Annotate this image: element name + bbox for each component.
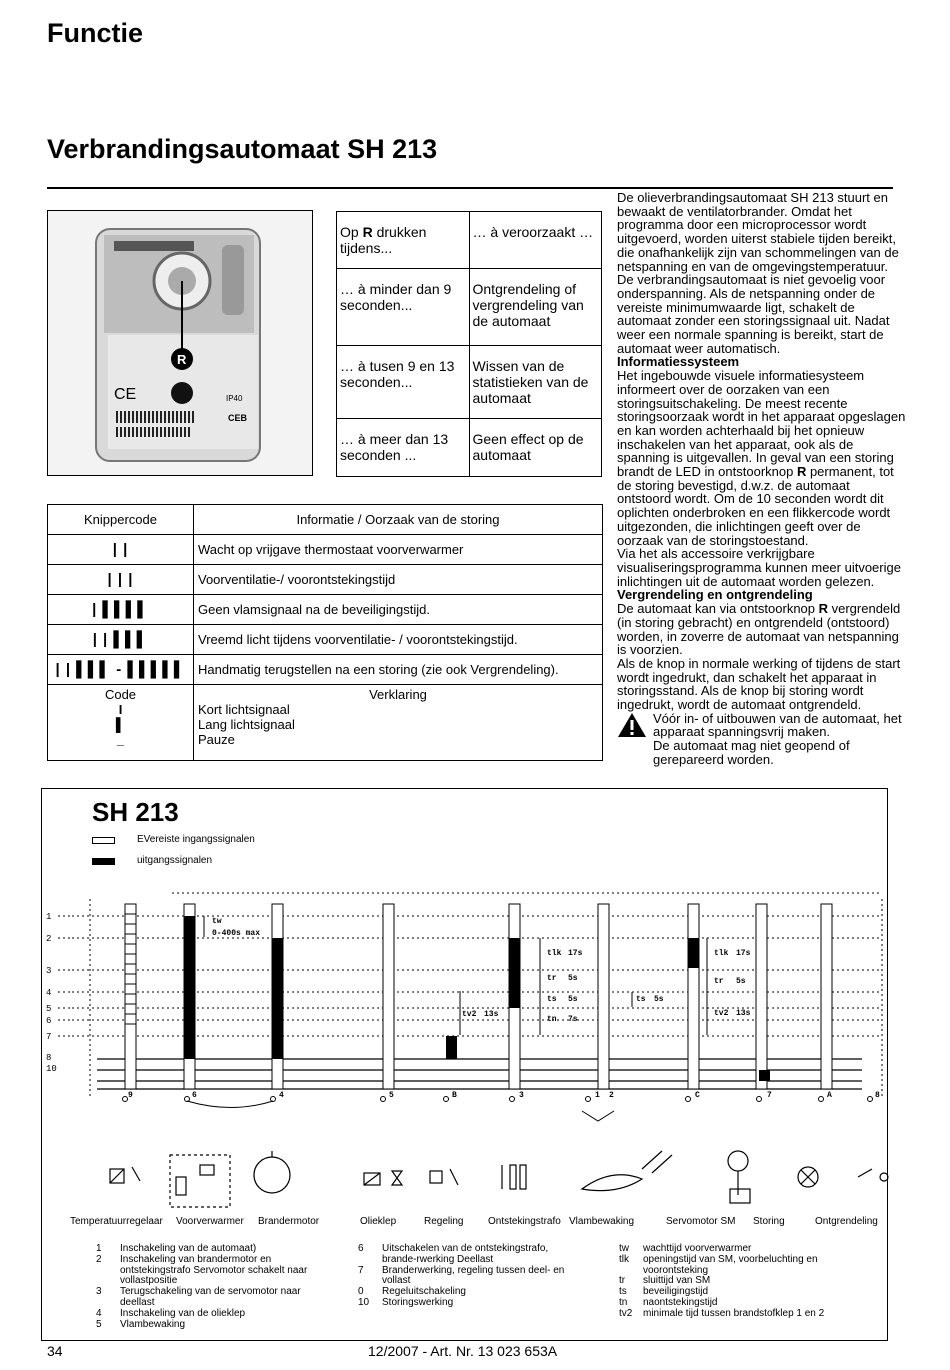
tlk-label: tlk bbox=[547, 949, 562, 958]
blink-code: | | ▌▌▌ bbox=[48, 625, 194, 655]
row-label: 7 bbox=[46, 1032, 52, 1042]
oil-valve-icon bbox=[364, 1171, 402, 1185]
component-label: Voorverwarmer bbox=[176, 1216, 244, 1227]
control-icon bbox=[430, 1169, 458, 1185]
component-label: Brandermotor bbox=[258, 1216, 320, 1227]
description-text: De olieverbrandingsautomaat SH 213 stuurt en bewaakt de ventilatorbrander. Omdat het programma door een microprocessor wordt uitgevoerd, worden uiterst stabiele tijden bereikt, die onafhankelijk zijn van schommelingen van de netspanning en van de omgevingstemperatuur. De verbrandingsautomaat is niet gevoelig voor onderspanning. Als de netspanning onder de vereiste minimumwaarde ligt, schakelt de automaat zonder een storingssignaal uit. Nadat weer een normale spanning is bereikt, start de automaat weer automatisch. Informatiessysteem Het ingebouwde visuele informatiesysteem informeert over de oorzaken van een storingsuitschakeling. De meest recente storingsoorzaak wordt in het apparaat opgeslagen en kan worden achterhaald bij het opnieuw inschakelen van het apparaat, ook als de spanning is uitgevallen. In geval van een storing brandt de LED in ontstoorknop R permanent, tot de storing bevestigd, d.w.z. de automaat ontstoord wordt. Om de 10 seconden wordt dit oplichten onderbroken en een flikkercode wordt uitgezonden, die inlichtingen geeft over de oorzaak van de storingstoestand. Via het als accessoire verkrijgbare visualiseringsprogramma kunnen meer uitvoerige inlichtingen uit de automaat worden gelezen. Vergrendeling en ontgrendeling De automaat kan via ontstoorknop R vergrendeld (in storing gebracht) en ontgrendeld (ontstoord) worden, in zoverre de automaat van netspanning is voorzien. Als de knop in normale werking of tijdens de start wordt ingedrukt, dan schakelt het apparaat in storingsstand. Als de knop bij storing wordt ingedrukt, wordt de automaat ontgrendeld. Vóór in- of uitbouwen van de automaat, het apparaat spanningsvrij maken. De automaat mag niet geopend of gerepareerd worden. bbox=[617, 190, 906, 767]
component-label: Ontstekingstrafo bbox=[488, 1216, 561, 1227]
effect-cell: Ontgrendeling of vergrendeling van de automaat bbox=[469, 269, 602, 346]
warning-block: Vóór in- of uitbouwen van de automaat, het apparaat spanningsvrij maken. De automaat mag niet geopend of gerepareerd worden. bbox=[617, 712, 907, 767]
blink-code: | | ▌▌▌ - ▌▌▌▌▌ bbox=[48, 655, 194, 685]
row-label: 6 bbox=[46, 1016, 52, 1026]
fault-lamp-icon bbox=[798, 1167, 818, 1187]
press-cell: … à minder dan 9 seconden... bbox=[337, 269, 470, 346]
terminal-label: 2 bbox=[609, 1091, 614, 1100]
col-header-code: Knippercode bbox=[48, 505, 194, 535]
tlk-label-2: tlk bbox=[714, 949, 729, 958]
step-legend-1: 1 Inschakeling van de automaat) 2 Inschakeling van brandermotor en ontstekingstrafo Servomotor schakelt naar vollastpositie 3 Terugschakeling van de servomotor naar deellast 4 Inschakeling van de olieklep 5 Vlambewaking bbox=[96, 1243, 308, 1330]
ts-value: 5s bbox=[568, 995, 578, 1004]
servomotor-icon bbox=[728, 1151, 750, 1203]
blink-code: | | | bbox=[48, 565, 194, 595]
ts-value-2: 5s bbox=[654, 995, 664, 1004]
warning-icon bbox=[617, 712, 647, 738]
tlk-value: 17s bbox=[568, 949, 583, 958]
temperature-controller-icon bbox=[110, 1167, 140, 1183]
row-label: 4 bbox=[46, 988, 52, 998]
row-label: 2 bbox=[46, 934, 52, 944]
press-cell: … à tusen 9 en 13 seconden... bbox=[337, 346, 470, 419]
terminal-label: 7 bbox=[767, 1091, 772, 1100]
legend-input-label: EVereiste ingangssignalen bbox=[137, 834, 255, 845]
tlk-value-2: 17s bbox=[736, 949, 751, 958]
effect-cell-header: … à veroorzaakt … bbox=[469, 212, 602, 269]
ce-mark: CE bbox=[114, 386, 137, 403]
blink-info: Geen vlamsignaal na de beveiligingstijd. bbox=[194, 595, 603, 625]
preheater-icon bbox=[170, 1155, 230, 1207]
blink-info: Handmatig terugstellen na een storing (zie ook Vergrendeling). bbox=[194, 655, 603, 685]
terminal-label: A bbox=[827, 1091, 832, 1100]
component-symbols bbox=[102, 1149, 892, 1217]
blink-code: | | bbox=[48, 535, 194, 565]
terminal-label: 8 bbox=[875, 1091, 880, 1100]
legend-code-cell: Code I ▌ _ bbox=[48, 685, 194, 761]
component-label: Temperatuurregelaar bbox=[70, 1216, 163, 1227]
component-label: Regeling bbox=[424, 1216, 464, 1227]
ts-label-2: ts bbox=[636, 995, 646, 1004]
step-legend-2: 6 Uitschakelen van de ontstekingstrafo, brande-rwerking Deellast 7 Branderwerking, regeling tussen deel- en vollast 0 Regeluitschakeling 10 Storingswerking bbox=[358, 1243, 565, 1308]
timing-chart bbox=[42, 789, 887, 1149]
diagram-title: SH 213 bbox=[92, 797, 179, 827]
terminal-label: B bbox=[452, 1091, 457, 1100]
terminal-label: 6 bbox=[192, 1091, 197, 1100]
row-label: 1 bbox=[46, 912, 52, 922]
tr-value-2: 5s bbox=[736, 977, 746, 986]
blink-code-table bbox=[47, 504, 603, 761]
legend-output-label: uitgangssignalen bbox=[137, 855, 213, 866]
device-photo bbox=[47, 210, 313, 476]
blink-info: Voorventilatie-/ voorontstekingstijd bbox=[194, 565, 603, 595]
terminal-label: 1 bbox=[595, 1091, 600, 1100]
press-cell-header: Op R drukken tijdens... bbox=[337, 212, 470, 269]
reset-button-icon bbox=[858, 1169, 888, 1181]
press-cell: … à meer dan 13 seconden ... bbox=[337, 419, 470, 477]
terminal-label: 4 bbox=[279, 1091, 284, 1100]
tn-value: 7s bbox=[568, 1015, 578, 1024]
tr-value: 5s bbox=[568, 974, 578, 983]
ts-label: ts bbox=[547, 995, 557, 1004]
blink-code: | ▌▌▌▌ bbox=[48, 595, 194, 625]
component-label: Servomotor SM bbox=[666, 1216, 736, 1227]
blink-info: Wacht op vrijgave thermostaat voorverwarmer bbox=[194, 535, 603, 565]
component-label: Vlambewaking bbox=[569, 1216, 635, 1227]
row-label: 5 bbox=[46, 1004, 52, 1014]
sequence-diagram bbox=[41, 788, 888, 1341]
component-label: Ontgrendeling bbox=[815, 1216, 878, 1227]
tw-value: 0-400s max bbox=[212, 929, 261, 938]
blink-info: Vreemd licht tijdens voorventilatie- / voorontstekingstijd. bbox=[194, 625, 603, 655]
title-rule bbox=[47, 187, 893, 189]
tv2-value: 13s bbox=[484, 1010, 499, 1019]
col-header-info: Informatie / Oorzaak van de storing bbox=[194, 505, 603, 535]
ceb-label: CEB bbox=[228, 413, 248, 423]
tv2-label: tv2 bbox=[462, 1010, 477, 1019]
section-title: Functie bbox=[47, 18, 144, 48]
component-label: Olieklep bbox=[360, 1216, 397, 1227]
ip-label: IP40 bbox=[226, 394, 243, 403]
tr-label-2: tr bbox=[714, 977, 724, 986]
terminal-label: 3 bbox=[519, 1091, 524, 1100]
tr-label: tr bbox=[547, 974, 557, 983]
terminal-label: 9 bbox=[128, 1091, 133, 1100]
reset-button-table bbox=[336, 211, 602, 477]
terminal-label: C bbox=[695, 1091, 700, 1100]
r-marker-label: R bbox=[177, 352, 187, 367]
effect-cell: Geen effect op de automaat bbox=[469, 419, 602, 477]
effect-cell: Wissen van de statistieken van de automaat bbox=[469, 346, 602, 419]
flame-monitor-icon bbox=[582, 1151, 672, 1191]
tn-label: tn bbox=[547, 1015, 557, 1024]
legend-expl-cell: Verklaring Kort lichtsignaal Lang lichtsignaal Pauze bbox=[194, 685, 603, 761]
burner-motor-icon bbox=[254, 1151, 290, 1193]
tv2-label-2: tv2 bbox=[714, 1009, 729, 1018]
page-title: Verbrandingsautomaat SH 213 bbox=[47, 134, 438, 164]
row-label: 10 bbox=[46, 1064, 57, 1074]
row-label: 8 bbox=[46, 1053, 52, 1063]
ignition-transformer-icon bbox=[502, 1165, 526, 1189]
time-legend: tw wachttijd voorverwarmer tlk openingstijd van SM, voorbeluchting en voorontsteking tr sluittijd van SM ts beveiligingstijd tn naontstekingstijd tv2 minimale tijd tussen brandstofklep 1 en 2 bbox=[619, 1243, 825, 1319]
component-label: Storing bbox=[753, 1216, 785, 1227]
terminal-label: 5 bbox=[389, 1091, 394, 1100]
article-reference: 12/2007 - Art. Nr. 13 023 653A bbox=[368, 1343, 558, 1359]
tv2-value-2: 13s bbox=[736, 1009, 751, 1018]
tw-label: tw bbox=[212, 917, 222, 926]
row-label: 3 bbox=[46, 966, 52, 976]
page-number: 34 bbox=[47, 1343, 63, 1359]
